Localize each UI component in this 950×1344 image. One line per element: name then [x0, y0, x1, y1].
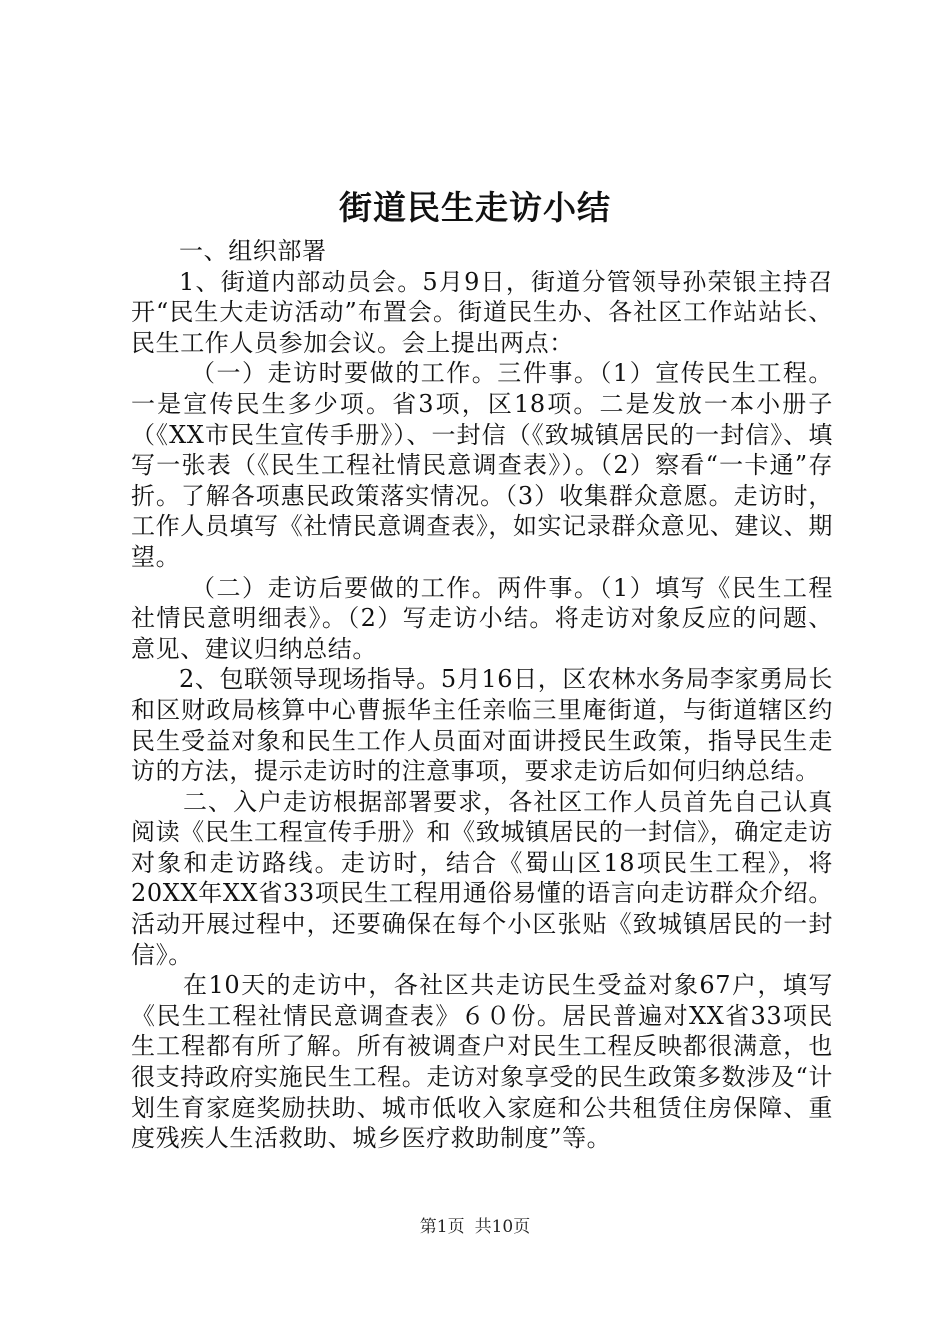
document-title: 街道民生走访小结 — [339, 188, 611, 227]
page-footer — [0, 1215, 950, 1239]
page-number: 第1页 — [419, 1217, 465, 1237]
paragraph-visit-tasks: （一）走访时要做的工作。三件事。（1）宣传民生工程。一是宣传民生多少项。省3项，区18项。二是发放一本小册子（《XX市民生宣传手册》）、一封信（《致城镇居民的一封信》、填写一张表（《民生工程社情民意调查表》）。（2）察看“一卡通”存折。了解各项惠民政策落实情况。（3）收集群众意愿。走访时，工作人员填写《社情民意调查表》，如实记录群众意见、建议、期望。 — [131, 359, 833, 571]
section-heading-organization: 一、组织部署 — [179, 237, 327, 265]
page-total: 共10页 — [474, 1217, 531, 1237]
paragraph-leader-guidance: 2、包联领导现场指导。5月16日，区农林水务局李家勇局长和区财政局核算中心曹振华主任亲临三里庵街道，与街道辖区约民生受益对象和民生工作人员面对面讲授民生政策，指导民生走访的方法，提示走访时的注意事项，要求走访后如何归纳总结。 — [131, 665, 833, 786]
paragraph-mobilization-meeting: 1、街道内部动员会。5月9日，街道分管领导孙荣银主持召开“民生大走访活动”布置会。街道民生办、各社区工作站站长、民生工作人员参加会议。会上提出两点： — [131, 267, 833, 357]
document-body — [131, 236, 833, 1154]
paragraph-after-visit-tasks: （二）走访后要做的工作。两件事。（1）填写《民生工程社情民意明细表》。（2）写走访小结。将走访对象反应的问题、意见、建议归纳总结。 — [131, 573, 833, 663]
paragraph-household-visits: 二、入户走访根据部署要求，各社区工作人员首先自己认真阅读《民生工程宣传手册》和《致城镇居民的一封信》，确定走访对象和走访路线。走访时，结合《蜀山区18项民生工程》，将20XX年XX省33项民生工程用通俗易懂的语言向走访群众介绍。活动开展过程中，还要确保在每个小区张贴《致城镇居民的一封信》。 — [131, 787, 833, 969]
paragraph-visit-results: 在10天的走访中，各社区共走访民生受益对象67户，填写《民生工程社情民意调查表》６０份。居民普遍对XX省33项民生工程都有所了解。所有被调查户对民生工程反映都很满意，也很支持政府实施民生工程。走访对象享受的民生政策多数涉及“计划生育家庭奖励扶助、城市低收入家庭和公共租赁住房保障、重度残疾人生活救助、城乡医疗救助制度”等。 — [131, 971, 833, 1153]
